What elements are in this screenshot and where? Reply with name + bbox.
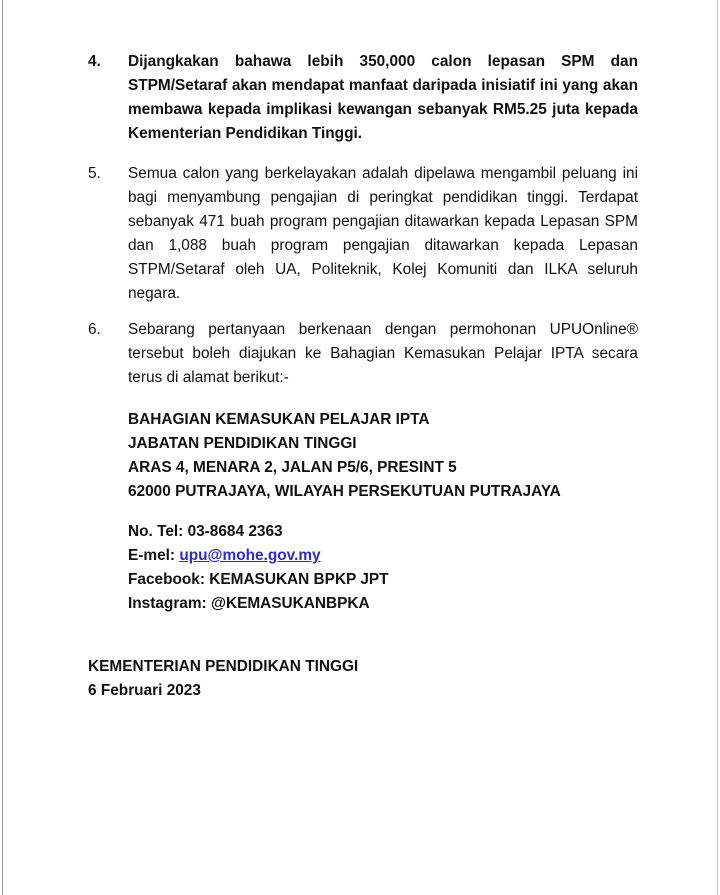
- paragraph-text: Semua calon yang berkelayakan adalah dipelawa mengambil peluang ini bagi menyambung pengajian di peringkat pendidikan tinggi. Terdapat sebanyak 471 buah program pengajian ditawarkan kepada Lepasan SPM dan 1,088 buah program pengajian ditawarkan kepada Lepasan STPM/Setaraf oleh UA, Politeknik, Kolej Komuniti dan ILKA seluruh negara.: [128, 165, 638, 302]
- paragraph-number: 6.: [88, 321, 101, 338]
- organization-name: KEMENTERIAN PENDIDIKAN TINGGI: [88, 658, 359, 675]
- address-block: [128, 408, 561, 504]
- signoff-block: [88, 655, 358, 703]
- paragraph-text: Dijangkakan bahawa lebih 350,000 calon lepasan SPM dan STPM/Setaraf akan mendapat manfaat daripada inisiatif ini yang akan membawa kepada implikasi kewangan sebanyak RM5.25 juta kepada Kementerian Pendidikan Tinggi.: [128, 53, 638, 142]
- email-row: [128, 544, 389, 568]
- paragraph-number: 5.: [88, 165, 101, 182]
- address-line: JABATAN PENDIDIKAN TINGGI: [128, 435, 357, 452]
- phone-number: No. Tel: 03-8684 2363: [128, 523, 283, 540]
- document-date: 6 Februari 2023: [88, 682, 201, 699]
- paragraph-number: 4.: [88, 53, 101, 70]
- contact-block: [128, 520, 389, 616]
- facebook-handle: Facebook: KEMASUKAN BPKP JPT: [128, 571, 389, 588]
- address-line: BAHAGIAN KEMASUKAN PELAJAR IPTA: [128, 411, 430, 428]
- paragraph-4: [88, 50, 638, 146]
- page-edge-left: [2, 0, 3, 895]
- address-line: ARAS 4, MENARA 2, JALAN P5/6, PRESINT 5: [128, 459, 457, 476]
- paragraph-5: [88, 162, 638, 306]
- email-label: E-mel:: [128, 547, 180, 564]
- page-edge-right: [717, 0, 718, 895]
- paragraph-text: Sebarang pertanyaan berkenaan dengan permohonan UPUOnline® tersebut boleh diajukan ke Bahagian Kemasukan Pelajar IPTA secara terus di alamat berikut:-: [128, 321, 638, 386]
- instagram-handle: Instagram: @KEMASUKANBPKA: [128, 595, 370, 612]
- email-link[interactable]: upu@mohe.gov.my: [179, 547, 321, 564]
- paragraph-6: [88, 318, 638, 390]
- address-line: 62000 PUTRAJAYA, WILAYAH PERSEKUTUAN PUTRAJAYA: [128, 483, 561, 500]
